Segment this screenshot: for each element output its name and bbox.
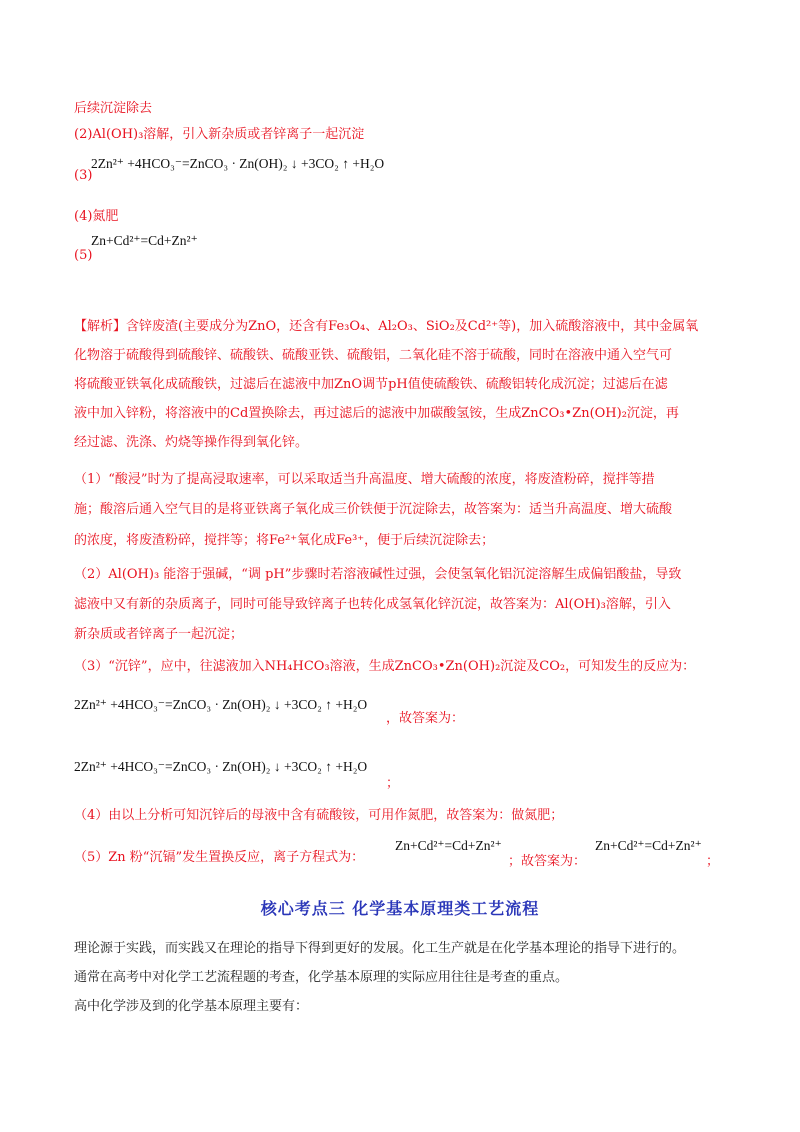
analysis-eq3b-formula: 2Zn²⁺ +4HCO₃⁻=ZnCO₃ · Zn(OH)₂ ↓ +3CO₂ ↑ +H₂O [74, 759, 368, 774]
analysis-line-11: 新杂质或者锌离子一起沉淀； [74, 627, 244, 642]
analysis-line-4: 液中加入锌粉，将溶液中的Cd置换除去，再过滤后的滤液中加碳酸氢铵，生成ZnCO₃•Zn(OH)₂沉淀，再 [74, 406, 679, 421]
analysis-line-14-formula-1: Zn+Cd²⁺=Cd+Zn²⁺ [395, 838, 502, 853]
analysis-line-8: 的浓度，将废渣粉碎，搅拌等；将Fe²⁺氧化成Fe³⁺，便于后续沉淀除去； [74, 533, 495, 548]
analysis-line-12: （3）“沉锌”，应中，往滤液加入NH₄HCO₃溶液，生成ZnCO₃•Zn(OH)₂沉淀及CO₂，可知发生的反应为： [74, 659, 696, 674]
analysis-eq3-formula: 2Zn²⁺ +4HCO₃⁻=ZnCO₃ · Zn(OH)₂ ↓ +3CO₂ ↑ +H₂O [74, 697, 368, 712]
answer-3-label: (3) [74, 168, 93, 183]
analysis-line-10: 滤液中又有新的杂质离子，同时可能导致锌离子也转化成氢氧化锌沉淀，故答案为：Al(OH)₃溶解，引入 [74, 597, 671, 612]
analysis-line-7: 施；酸溶后通入空气目的是将亚铁离子氧化成三价铁便于沉淀除去，故答案为：适当升高温度、增大硫酸 [74, 502, 673, 517]
section-heading: 核心考点三 化学基本原理类工艺流程 [260, 899, 540, 918]
answer-5-label: (5) [74, 248, 93, 263]
answer-3-formula: 2Zn²⁺ +4HCO₃⁻=ZnCO₃ · Zn(OH)₂ ↓ +3CO₂ ↑ +H₂O [91, 156, 385, 171]
section-paragraph-2: 通常在高考中对化学工艺流程题的考查，化学基本原理的实际应用往往是考查的重点。 [74, 970, 569, 985]
analysis-line-6: （1）“酸浸”时为了提高浸取速率，可以采取适当升高温度、增大硫酸的浓度，将废渣粉碎，搅拌等措 [74, 472, 655, 487]
analysis-line-1: 【解析】含锌废渣(主要成分为ZnO，还含有Fe₃O₄、Al₂O₃、SiO₂及Cd²⁺等)，加入硫酸溶液中，其中金属氧 [74, 319, 699, 334]
answer-2: (2)Al(OH)₃溶解，引入新杂质或者锌离子一起沉淀 [74, 127, 365, 142]
analysis-line-9: （2）Al(OH)₃ 能溶于强碱，“调 pH”步骤时若溶液碱性过强，会使氢氧化铝沉淀溶解生成偏铝酸盐，导致 [74, 567, 682, 582]
analysis-line-5: 经过滤、洗涤、灼烧等操作得到氧化锌。 [74, 435, 309, 450]
answer-1-tail: 后续沉淀除去 [74, 101, 153, 116]
answer-5-formula: Zn+Cd²⁺=Cd+Zn²⁺ [91, 233, 198, 248]
answer-4: (4)氮肥 [74, 209, 119, 224]
analysis-line-2: 化物溶于硫酸得到硫酸锌、硫酸铁、硫酸亚铁、硫酸铝，二氧化硅不溶于硫酸，同时在溶液中通入空气可 [74, 348, 673, 363]
analysis-eq3-suffix: ，故答案为： [386, 711, 465, 726]
section-paragraph-3: 高中化学涉及到的化学基本原理主要有： [74, 999, 309, 1014]
analysis-line-14-formula-2: Zn+Cd²⁺=Cd+Zn²⁺ [595, 838, 702, 853]
analysis-line-14-mid: ；故答案为： [508, 854, 587, 869]
analysis-line-14-end: ； [706, 854, 720, 869]
section-paragraph-1: 理论源于实践，而实践又在理论的指导下得到更好的发展。化工生产就是在化学基本理论的指导下进行的。 [74, 941, 686, 956]
analysis-line-3: 将硫酸亚铁氧化成硫酸铁，过滤后在滤液中加ZnO调节pH值使硫酸铁、硫酸铝转化成沉淀；过滤后在滤 [74, 377, 668, 392]
analysis-line-13: （4）由以上分析可知沉锌后的母液中含有硫酸铵，可用作氮肥，故答案为：做氮肥； [74, 808, 564, 823]
analysis-eq3b-suffix: ； [386, 776, 400, 791]
analysis-line-14-prefix: （5）Zn 粉“沉镉”发生置换反应，离子方程式为： [74, 850, 365, 865]
